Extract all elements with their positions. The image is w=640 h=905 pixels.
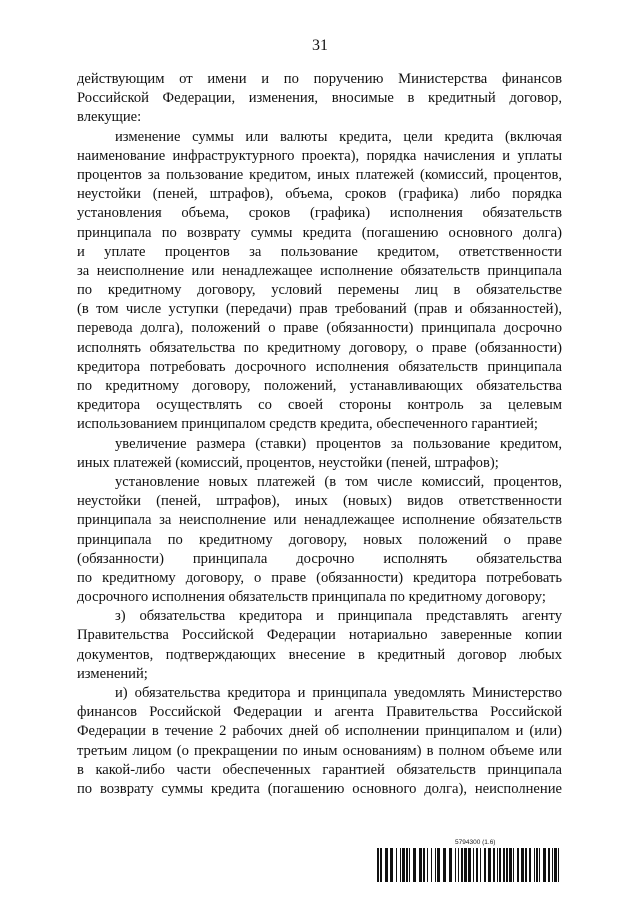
barcode-icon — [377, 848, 559, 882]
barcode-code: 5794300 (1.6) — [455, 839, 496, 846]
text-line: установление новых платежей (в том числе комиссий, процентов, — [115, 473, 562, 490]
text-line: финансов Российской Федерации и агента Правительства Российской — [77, 704, 562, 721]
text-line: изменений; — [77, 665, 148, 682]
text-line: наименование инфраструктурного проекта), порядка начисления и уплаты — [77, 147, 562, 164]
text-line: исполнять обязательства по кредитному договору, о праве (обязанности) — [77, 339, 562, 356]
document-barcode — [377, 839, 559, 883]
text-line: в какой-либо части обеспеченных гарантией обязательств принципала — [77, 761, 562, 778]
text-line: Федерации в течение 2 рабочих дней об исполнении принципалом и (или) — [77, 723, 562, 740]
text-line: з) обязательства кредитора и принципала представлять агенту — [115, 608, 562, 625]
text-line: по кредитному договору, о праве (обязанности) кредитора потребовать — [77, 569, 562, 586]
text-line: принципала по кредитному договору, новых положений о праве — [77, 531, 562, 548]
text-line: кредитора осуществлять со своей стороны контроль за целевым — [77, 397, 562, 414]
text-line: использованием принципалом средств кредита, обеспеченного гарантией; — [77, 416, 538, 433]
text-line: (обязанности) принципала досрочно исполнять обязательства — [77, 550, 562, 567]
text-line: установления объема, сроков (графика) исполнения обязательств — [77, 205, 562, 222]
text-line: за неисполнение или ненадлежащее исполнение обязательств принципала — [77, 262, 562, 279]
document-body — [77, 70, 562, 799]
text-line: неустойки (пеней, штрафов), иных (новых) видов ответственности — [77, 493, 562, 510]
text-line: по кредитному договору, условий перемены лиц в обязательстве — [77, 282, 562, 299]
text-line: принципала за неисполнение или ненадлежащее исполнение обязательств — [77, 512, 562, 529]
text-line: перевода долга), положений о праве (обязанности) принципала досрочно — [77, 320, 562, 337]
text-line: и уплате процентов за пользование кредитом, ответственности — [77, 243, 562, 260]
text-line: документов, подтверждающих внесение в кредитный договор любых — [77, 646, 562, 663]
text-line: по возврату суммы кредита (погашению основного долга), неисполнение — [77, 780, 562, 797]
text-line: принципала по возврату суммы кредита (погашению основного долга) — [77, 224, 562, 241]
text-line: (в том числе уступки (передачи) прав требований (прав и обязанностей), — [77, 301, 562, 318]
text-line: изменение суммы или валюты кредита, цели кредита (включая — [115, 128, 562, 145]
text-line: влекущие: — [77, 109, 142, 126]
text-line: иных платежей (комиссий, процентов, неустойки (пеней, штрафов); — [77, 454, 499, 471]
text-line: Российской Федерации, изменения, вносимые в кредитный договор, — [77, 90, 562, 107]
text-line: кредитора потребовать досрочного исполнения обязательств принципала — [77, 358, 562, 375]
text-line: досрочного исполнения обязательств принципала по кредитному договору; — [77, 589, 546, 606]
text-line: неустойки (пеней, штрафов), объема, сроков (графика) либо порядка — [77, 186, 562, 203]
text-line: действующим от имени и по поручению Министерства финансов — [77, 71, 562, 87]
text-line: по кредитному договору, положений, устанавливающих обязательства — [77, 378, 562, 394]
text-line: Правительства Российской Федерации нотариально заверенные копии — [77, 627, 562, 644]
text-line: процентов за пользование кредитом, иных платежей (комиссий, процентов, — [77, 166, 562, 183]
text-line: увеличение размера (ставки) процентов за пользование кредитом, — [115, 435, 562, 452]
page-number: 31 — [312, 37, 328, 54]
text-line: и) обязательства кредитора и принципала уведомлять Министерство — [115, 685, 562, 701]
text-line: третьим лицом (о прекращении по иным основаниям) в полном объеме или — [77, 742, 562, 759]
